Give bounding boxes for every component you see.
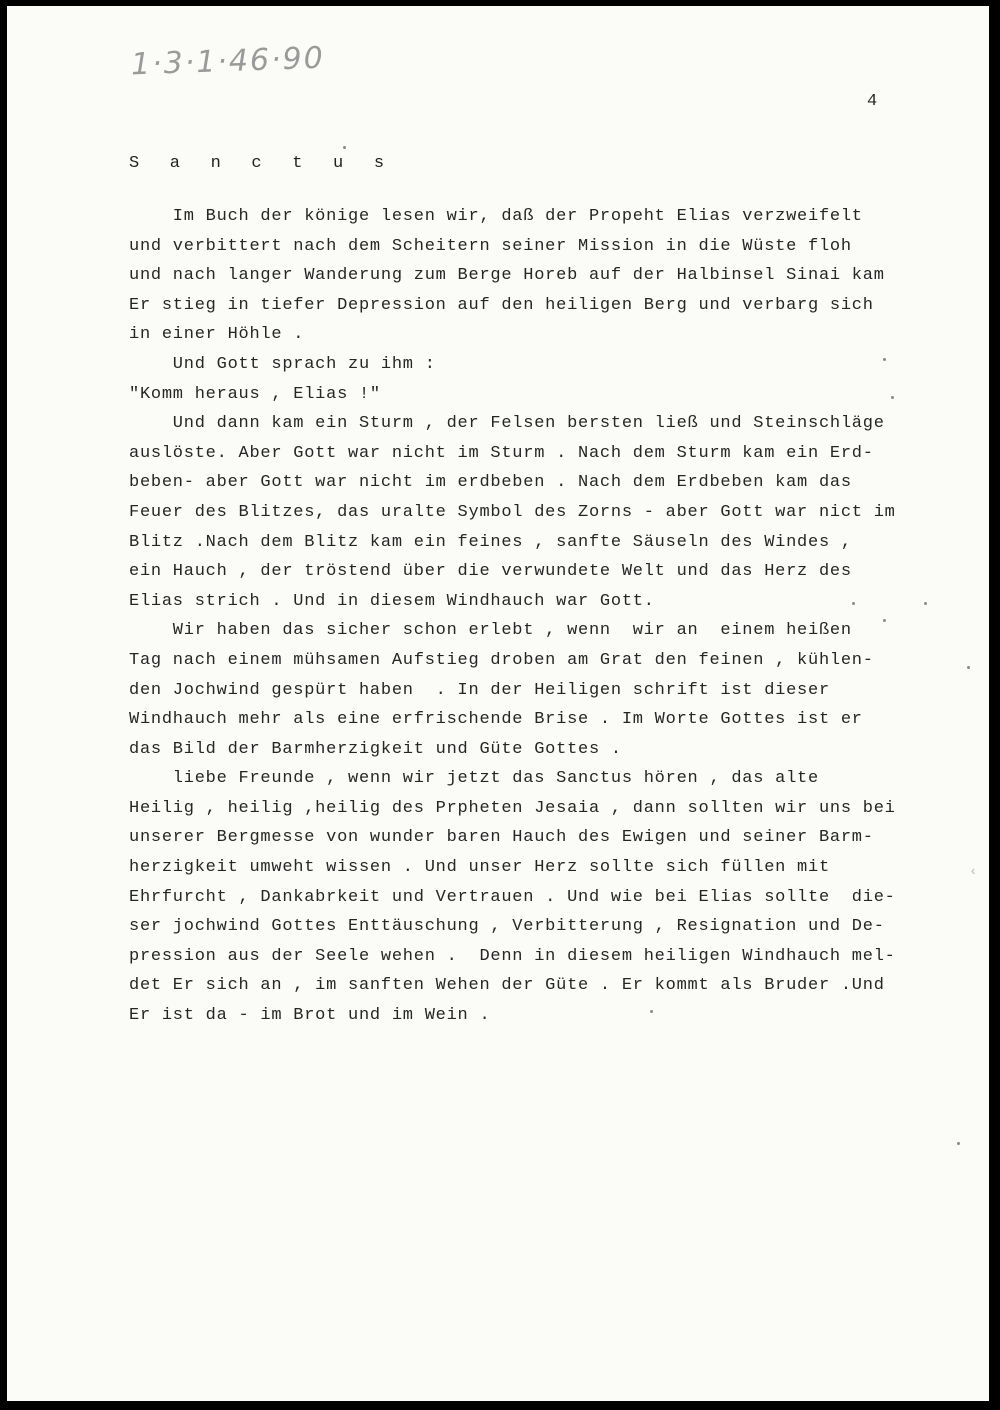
typewritten-page bbox=[7, 6, 989, 1401]
ink-speck bbox=[957, 1142, 960, 1145]
text-line: das Bild der Barmherzigkeit und Güte Gottes . bbox=[129, 739, 622, 759]
text-line: Windhauch mehr als eine erfrischende Brise . Im Worte Gottes ist er bbox=[129, 710, 863, 730]
text-line: Er stieg in tiefer Depression auf den heiligen Berg und verbarg sich bbox=[129, 295, 874, 315]
text-line: liebe Freunde , wenn wir jetzt das Sanctus hören , das alte bbox=[129, 769, 819, 789]
text-line: unserer Bergmesse von wunder baren Hauch des Ewigen und seiner Barm- bbox=[129, 828, 874, 848]
ink-speck bbox=[883, 358, 886, 361]
ink-speck bbox=[883, 619, 886, 622]
text-line: pression aus der Seele wehen . Denn in diesem heiligen Windhauch mel- bbox=[129, 946, 896, 966]
text-line: ser jochwind Gottes Enttäuschung , Verbitterung , Resignation und De- bbox=[129, 917, 885, 937]
ink-speck bbox=[924, 602, 927, 605]
text-line: det Er sich an , im sanften Wehen der Güte . Er kommt als Bruder .Und bbox=[129, 976, 885, 996]
document-title: S a n c t u s bbox=[129, 154, 395, 173]
text-line: Und Gott sprach zu ihm : bbox=[129, 354, 436, 374]
ink-speck bbox=[852, 602, 855, 605]
text-line: Heilig , heilig ,heilig des Prpheten Jesaia , dann sollten wir uns bei bbox=[129, 798, 896, 818]
ink-speck bbox=[343, 146, 346, 149]
ink-speck bbox=[891, 396, 894, 399]
text-line: Wir haben das sicher schon erlebt , wenn wir an einem heißen bbox=[129, 621, 852, 641]
text-line: den Jochwind gespürt haben . In der Heiligen schrift ist dieser bbox=[129, 680, 830, 700]
text-line: Und dann kam ein Sturm , der Felsen bersten ließ und Steinschläge bbox=[129, 414, 885, 434]
ink-speck bbox=[967, 666, 970, 669]
text-line: in einer Höhle . bbox=[129, 325, 305, 345]
text-line: und verbittert nach dem Scheitern seiner Mission in die Wüste floh bbox=[129, 236, 852, 256]
text-line: Elias strich . Und in diesem Windhauch war Gott. bbox=[129, 591, 655, 611]
text-line: Im Buch der könige lesen wir, daß der Propeht Elias verzweifelt bbox=[129, 207, 863, 226]
text-line: beben- aber Gott war nicht im erdbeben . Nach dem Erdbeben kam das bbox=[129, 473, 852, 493]
text-line: herzigkeit umweht wissen . Und unser Herz sollte sich füllen mit bbox=[129, 858, 830, 878]
page-number: 4 bbox=[867, 92, 878, 111]
text-line: "Komm heraus , Elias !" bbox=[129, 384, 381, 404]
text-line: Ehrfurcht , Dankabrkeit und Vertrauen . Und wie bei Elias sollte die- bbox=[129, 887, 896, 907]
text-line: auslöste. Aber Gott war nicht im Sturm . Nach dem Sturm kam ein Erd- bbox=[129, 443, 874, 463]
text-line: Tag nach einem mühsamen Aufstieg droben am Grat den feinen , kühlen- bbox=[129, 650, 874, 670]
text-line: Er ist da - im Brot und im Wein . bbox=[129, 1006, 491, 1026]
archive-number: 1·3·1·46·90 bbox=[130, 40, 326, 83]
text-line: Feuer des Blitzes, das uralte Symbol des Zorns - aber Gott war nict im bbox=[129, 502, 896, 522]
text-line: und nach langer Wanderung zum Berge Horeb auf der Halbinsel Sinai kam bbox=[129, 266, 885, 286]
ink-speck bbox=[650, 1010, 653, 1013]
body-text bbox=[129, 202, 969, 1031]
text-line: ein Hauch , der tröstend über die verwundete Welt und das Herz des bbox=[129, 562, 852, 582]
text-line: Blitz .Nach dem Blitz kam ein feines , sanfte Säuseln des Windes , bbox=[129, 532, 852, 552]
edge-mark: ‹ bbox=[969, 864, 978, 880]
